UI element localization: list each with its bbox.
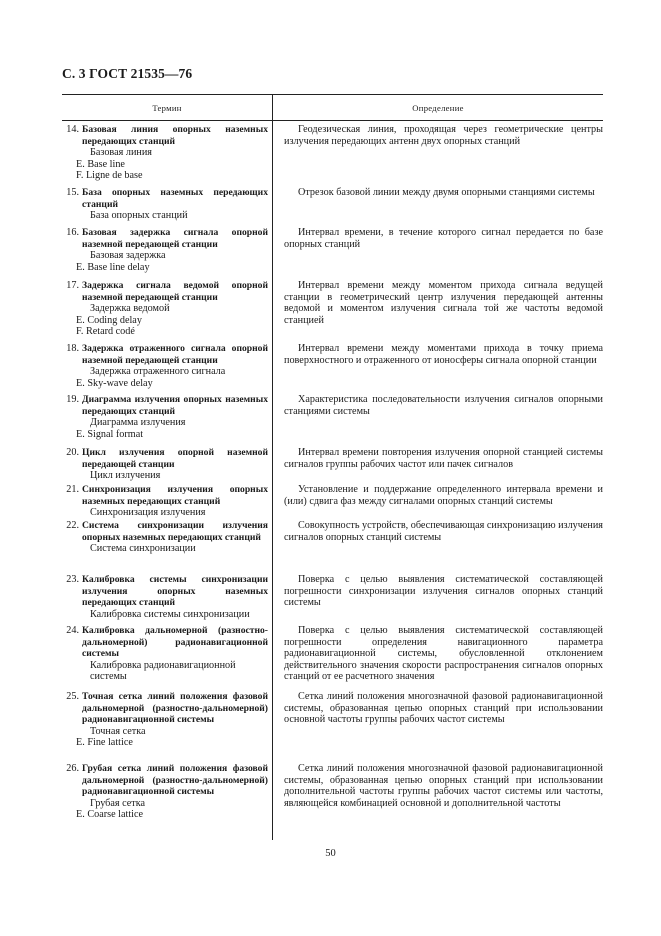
term-synonym: Точная сетка — [90, 725, 146, 737]
term-cell — [62, 227, 268, 273]
term-cell — [62, 574, 268, 620]
definition-cell — [284, 280, 603, 338]
table-header — [62, 94, 603, 121]
term-number: 24. — [66, 625, 79, 636]
term-foreign-equivalent: F. Retard codé — [76, 326, 135, 338]
term-number: 23. — [66, 574, 79, 585]
definition-cell — [284, 343, 603, 389]
definition-text: Интервал времени между моментом прихода сигнала ведущей станции в геометрический центр излучения передающей антенны ведомой и моментом излучения сигнала той же частоты ведомой станцией — [284, 280, 603, 326]
term-synonym: Базовая задержка — [90, 250, 166, 262]
term-foreign-equivalent: E. Signal format — [76, 428, 144, 440]
term-number: 15. — [66, 187, 79, 198]
term-foreign-equivalent: E. Sky-wave delay — [76, 377, 153, 389]
definition-text: Интервал времени, в течение которого сигнал передается по базе опорных станций — [284, 227, 603, 250]
table-row — [62, 625, 603, 683]
term-cell — [62, 124, 268, 182]
term-synonym: Грубая сетка — [90, 797, 146, 809]
definition-cell — [284, 574, 603, 620]
term-cell — [62, 484, 268, 519]
term-title: Базовая задержка сигнала опорной наземной передающей станции — [82, 227, 268, 250]
term-title: Диаграмма излучения опорных наземных передающих станций — [82, 394, 268, 417]
definition-text: Интервал времени между моментами прихода в точку приема поверхностного и отраженного от ионосферы сигнала опорной станции — [284, 343, 603, 366]
column-header-definition: Определение — [412, 102, 464, 113]
term-synonym: Задержка отраженного сигнала — [90, 366, 226, 378]
term-number: 25. — [66, 691, 79, 702]
term-heading — [62, 520, 268, 543]
column-header-term: Термин — [62, 95, 273, 120]
term-cell — [62, 691, 268, 749]
table-row — [62, 394, 603, 440]
term-heading — [62, 574, 268, 609]
term-heading — [62, 124, 268, 147]
table-row — [62, 763, 603, 821]
definition-cell — [284, 124, 603, 182]
definition-text: Поверка с целью выявления систематической составляющей погрешности синхронизации излучения сигналов опорных станций системы — [284, 574, 603, 609]
term-foreign-equivalent: E. Coding delay — [76, 314, 142, 326]
term-title: Грубая сетка линий положения фазовой дальномерной (разностно-дальномерной) радионавигационной системы — [82, 763, 268, 798]
definition-cell — [284, 187, 603, 222]
term-title: Цикл излучения опорной наземной передающей станции — [82, 447, 268, 470]
definition-text: Поверка с целью выявления систематической составляющей погрешности определения навигационного параметра радионавигационной системы, обусловленной отклонением действительного значения скорости распространения сигналов опорных станций от ее расчетного значения — [284, 625, 603, 683]
term-title: Точная сетка линий положения фазовой дальномерной (разностно-дальномерной) радионавигационной системы — [82, 691, 268, 726]
term-number: 14. — [66, 124, 79, 135]
table-row — [62, 520, 603, 555]
term-title: Задержка сигнала ведомой опорной наземной передающей станции — [82, 280, 268, 303]
term-heading — [62, 625, 268, 660]
term-cell — [62, 187, 268, 222]
definition-text: Интервал времени повторения излучения опорной станцией системы сигналов группы рабочих частот или пачек сигналов — [284, 447, 603, 470]
term-foreign-equivalent: E. Base line — [76, 158, 125, 170]
term-number: 21. — [66, 484, 79, 495]
definition-cell — [284, 625, 603, 683]
definition-cell — [284, 763, 603, 821]
term-synonym: Диаграмма излучения — [90, 417, 186, 429]
definition-cell — [284, 227, 603, 273]
term-number: 20. — [66, 447, 79, 458]
term-synonym: База опорных станций — [90, 210, 188, 222]
term-number: 16. — [66, 227, 79, 238]
table-row — [62, 187, 603, 222]
term-heading — [62, 280, 268, 303]
term-cell — [62, 763, 268, 821]
term-number: 26. — [66, 763, 79, 774]
term-cell — [62, 394, 268, 440]
term-title: Синхронизация излучения опорных наземных передающих станций — [82, 484, 268, 507]
term-foreign-equivalent: F. Ligne de base — [76, 170, 143, 182]
term-number: 18. — [66, 343, 79, 354]
table-row — [62, 280, 603, 338]
definition-cell — [284, 520, 603, 555]
term-cell — [62, 447, 268, 482]
term-heading — [62, 447, 268, 470]
term-number: 19. — [66, 394, 79, 405]
definition-text: Отрезок базовой линии между двумя опорными станциями системы — [298, 187, 595, 198]
definition-cell — [284, 484, 603, 519]
term-title: Калибровка системы синхронизации излучения опорных наземных передающих станций — [82, 574, 268, 609]
term-synonym: Система синхронизации — [90, 543, 196, 555]
terms-table — [62, 94, 603, 121]
term-foreign-equivalent: E. Base line delay — [76, 261, 150, 273]
definition-text: Совокупность устройств, обеспечивающая синхронизацию излучения сигналов опорных станций системы — [284, 520, 603, 543]
term-heading — [62, 227, 268, 250]
term-foreign-equivalent: E. Coarse lattice — [76, 809, 144, 821]
page-header: С. 3 ГОСТ 21535—76 — [62, 66, 193, 81]
term-cell — [62, 625, 268, 683]
term-foreign-equivalent: E. Fine lattice — [76, 737, 133, 749]
table-row — [62, 447, 603, 482]
term-title: Калибровка дальномерной (разностно-дальномерной) радионавигационной системы — [82, 625, 268, 660]
term-title: Система синхронизации излучения опорных наземных передающих станций — [82, 520, 268, 543]
term-title: Базовая линия опорных наземных передающих станций — [82, 124, 268, 147]
definition-text: Сетка линий положения многозначной фазовой радионавигационной системы, образованная цепью опорных станций при использовании дополнительной частоты группы рабочих частот системы или частоты, являющейся комбинацией основной и дополнительной частоты — [284, 763, 603, 809]
table-row — [62, 227, 603, 273]
term-synonym: Калибровка радионавигационной системы — [90, 659, 236, 683]
term-cell — [62, 343, 268, 389]
term-heading — [62, 187, 268, 210]
term-heading — [62, 691, 268, 726]
term-heading — [62, 763, 268, 798]
page-number: 50 — [325, 848, 336, 859]
term-cell — [62, 280, 268, 338]
term-heading — [62, 484, 268, 507]
table-row — [62, 124, 603, 182]
term-title: Задержка отраженного сигнала опорной наземной передающей станции — [82, 343, 268, 366]
term-synonym: Калибровка системы синхронизации — [90, 608, 250, 620]
table-row — [62, 691, 603, 749]
term-title: База опорных наземных передающих станций — [82, 187, 268, 210]
definition-cell — [284, 394, 603, 440]
definition-text: Геодезическая линия, проходящая через геометрические центры излучения передающих антенн двух опорных станций — [284, 124, 603, 147]
term-synonym: Задержка ведомой — [90, 303, 170, 315]
term-heading — [62, 394, 268, 417]
definition-cell — [284, 447, 603, 482]
definition-cell — [284, 691, 603, 749]
definition-text: Установление и поддержание определенного интервала времени и (или) сдвига фаз между сигналами опорных станций системы — [284, 484, 603, 507]
term-heading — [62, 343, 268, 366]
term-number: 22. — [66, 520, 79, 531]
definition-text: Характеристика последовательности излучения сигналов опорными станциями системы — [284, 394, 603, 417]
term-cell — [62, 520, 268, 555]
table-row — [62, 343, 603, 389]
term-synonym: Синхронизация излучения — [90, 507, 206, 519]
term-number: 17. — [66, 280, 79, 291]
table-row — [62, 574, 603, 620]
term-synonym: Базовая линия — [90, 147, 152, 159]
table-row — [62, 484, 603, 519]
definition-text: Сетка линий положения многозначной фазовой радионавигационной системы, образованная цепью опорных станций при использовании основной частоты группы рабочих частот системы — [284, 691, 603, 726]
term-synonym: Цикл излучения — [90, 470, 161, 482]
